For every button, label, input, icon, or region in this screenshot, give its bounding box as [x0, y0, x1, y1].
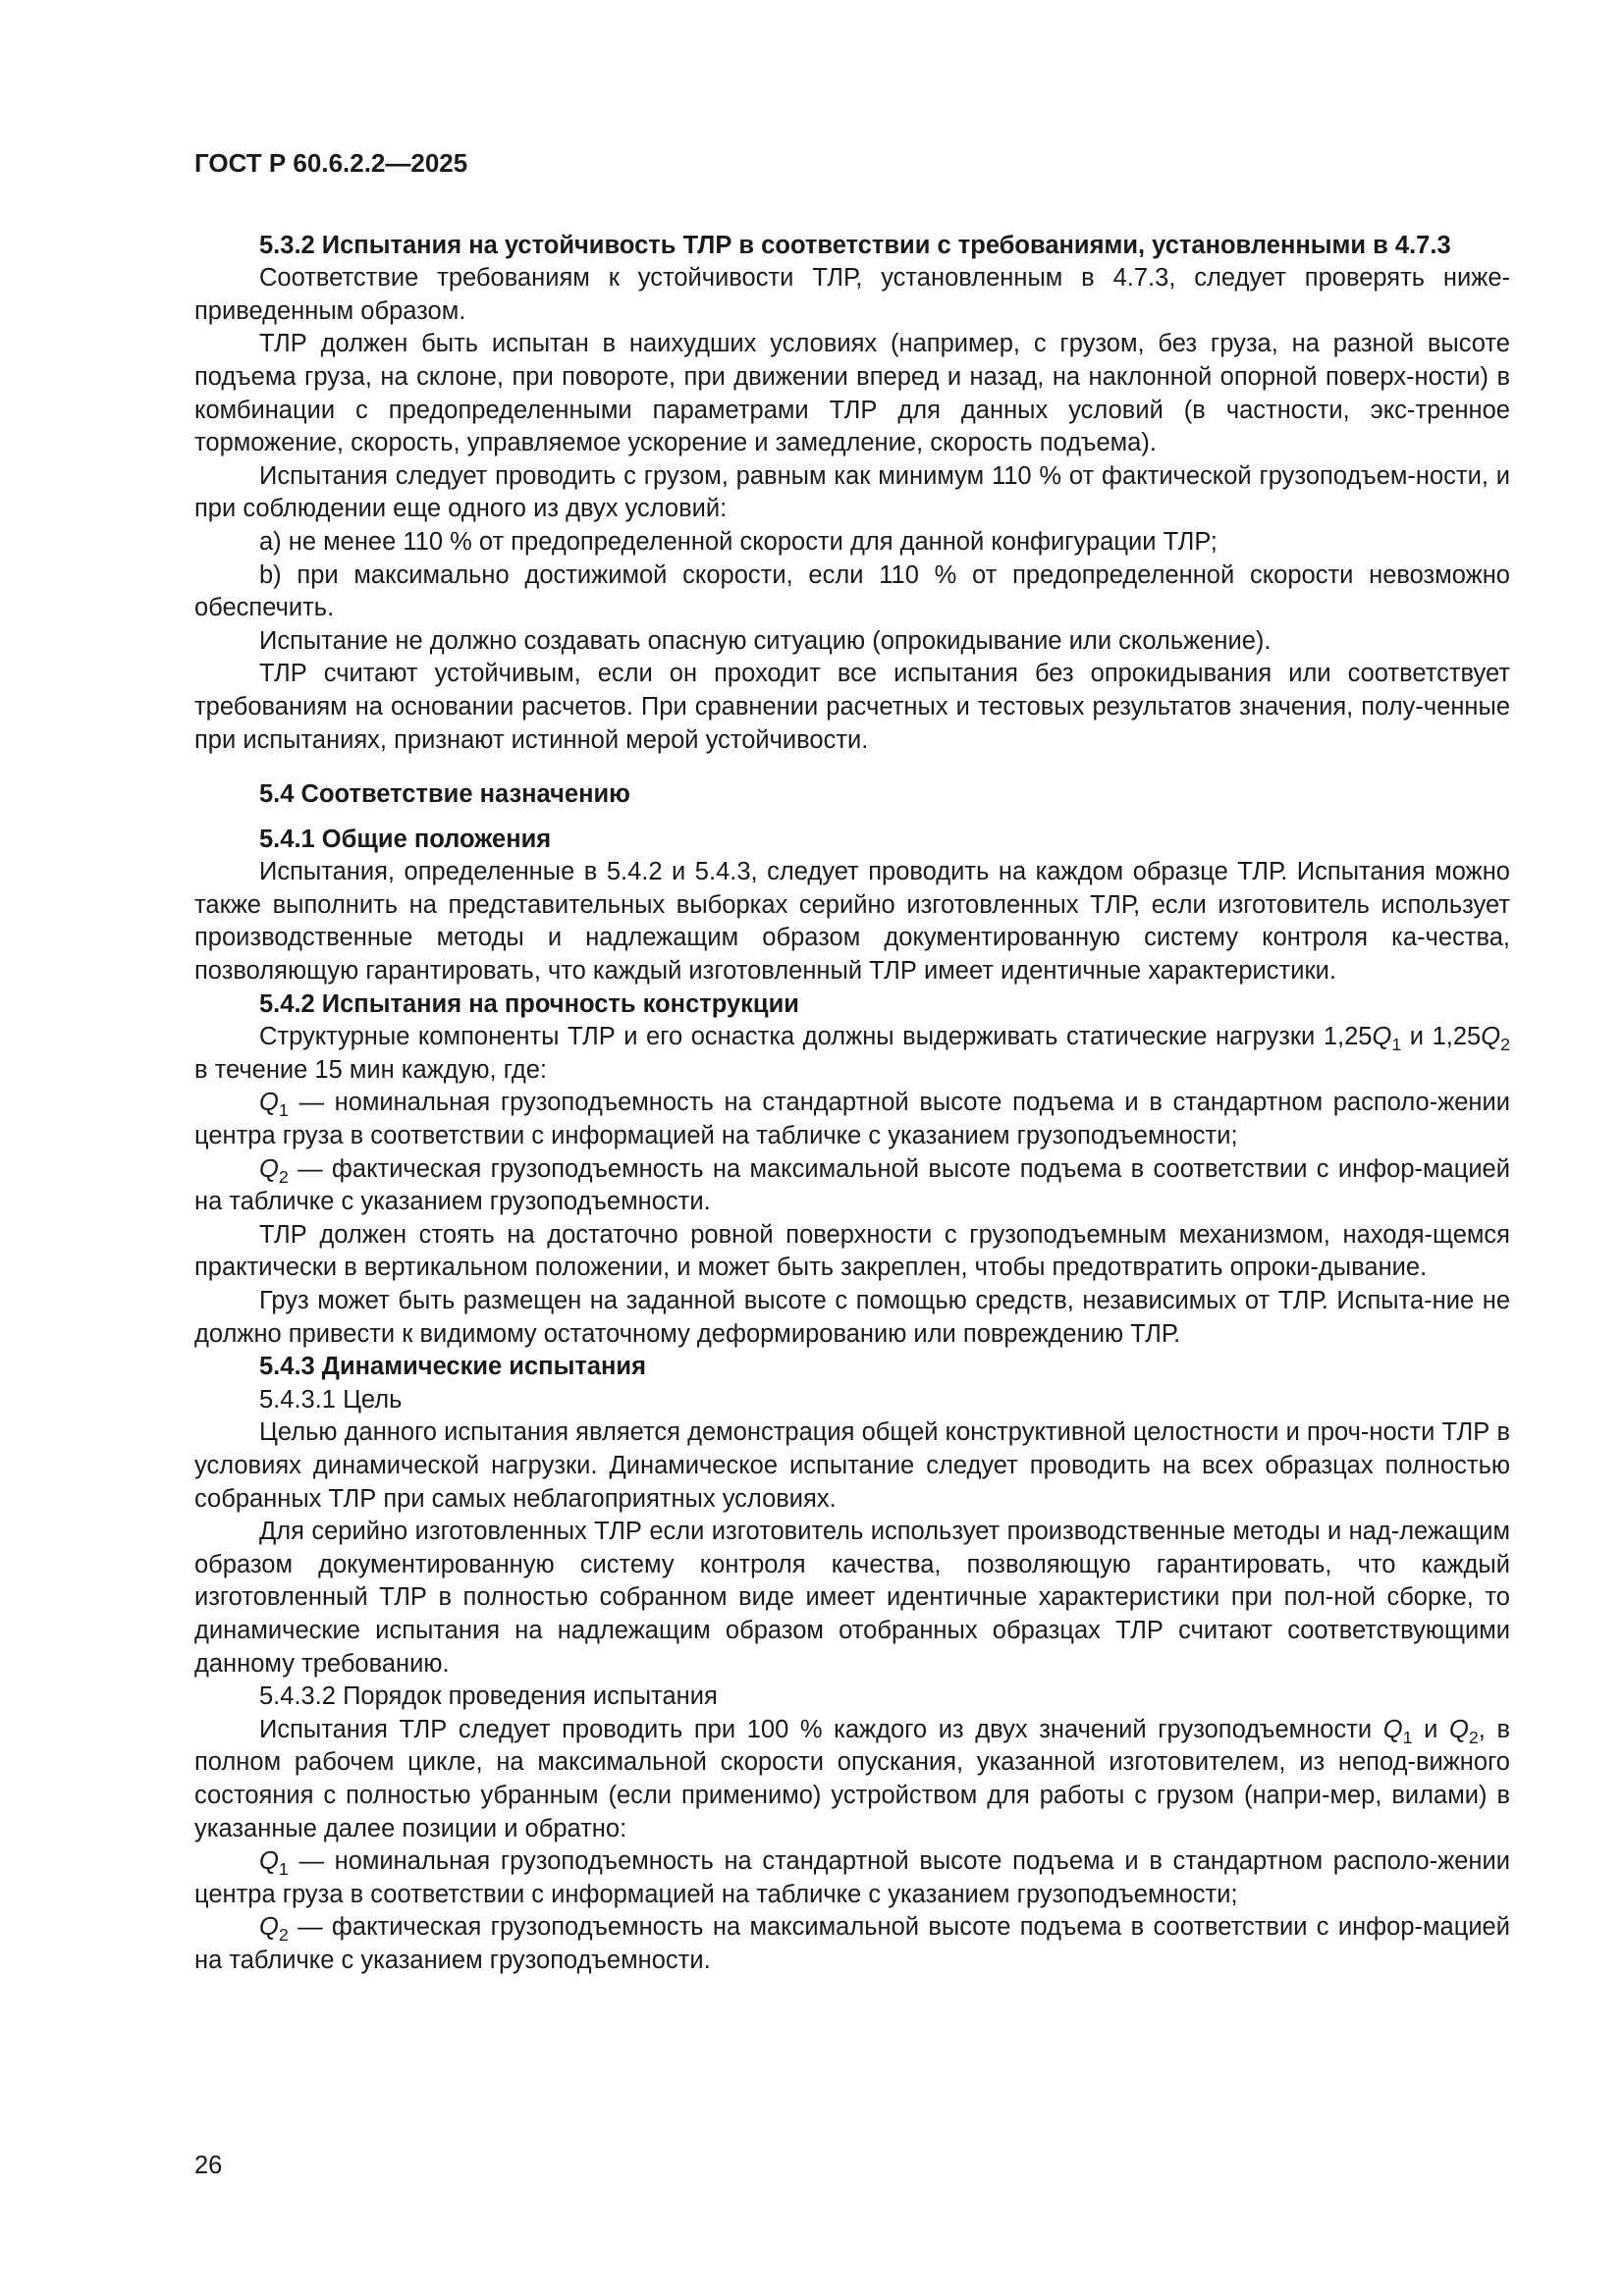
- paragraph: Целью данного испытания является демонстрация общей конструктивной целостности и проч-ности ТЛР в условиях динамической нагрузки. Динамическое испытание следует проводить на всех образцах полностью собранных ТЛР при самых неблагоприятных условиях.: [194, 1418, 1510, 1513]
- paragraph: ТЛР должен быть испытан в наихудших условиях (например, с грузом, без груза, на разной высоте подъема груза, на склоне, при повороте, при движении вперед и назад, на наклонной опорной поверх-ности) в комбинации с предопределенными параметрами ТЛР для данных условий (в частности, экс-тренное торможение, скорость, управляемое ускорение и замедление, скорость подъема).: [194, 330, 1510, 457]
- text-run: и 1,25: [1401, 1023, 1482, 1051]
- q1-definition: [194, 1845, 1510, 1911]
- paragraph: Испытание не должно создавать опасную ситуацию (опрокидывание или скольжение).: [259, 626, 1272, 655]
- text-run: в течение 15 мин каждую, где:: [194, 1055, 547, 1084]
- subscript: 2: [278, 1166, 289, 1187]
- paragraph-static-loads: [194, 1021, 1510, 1087]
- text-run: — номинальная грузоподъемность на стандартной высоте подъема и в стандартном располо-жении центра груза в соответствии с информацией на табличке с указанием грузоподъемности;: [194, 1089, 1510, 1150]
- q-symbol: Q: [259, 1089, 279, 1117]
- subsection-5-4-3-2-title: 5.4.3.2 Порядок проведения испытания: [259, 1682, 718, 1711]
- q-symbol: Q: [259, 1913, 279, 1942]
- subscript: 1: [1402, 1727, 1413, 1747]
- paragraph: ТЛР считают устойчивым, если он проходит все испытания без опрокидывания или соответствует требованиям на основании расчетов. При сравнении расчетных и тестовых результатов значения, полу-ченные при испытаниях, признают истинной мерой устойчивости.: [194, 660, 1510, 754]
- q-symbol: Q: [259, 1154, 279, 1183]
- page-number: 26: [194, 2152, 223, 2179]
- text-run: Испытания ТЛР следует проводить при 100 % каждого из двух значений грузоподъемности: [259, 1715, 1383, 1743]
- subscript: 1: [278, 1859, 289, 1880]
- subscript: 2: [1468, 1727, 1479, 1747]
- q-symbol: Q: [1448, 1715, 1469, 1743]
- subscript: 2: [1500, 1035, 1511, 1055]
- document-page: [194, 147, 1510, 1977]
- subscript: 1: [278, 1100, 289, 1121]
- list-item-a: a) не менее 110 % от предопределенной скорости для данной конфигурации ТЛР;: [259, 527, 1218, 556]
- paragraph-test-procedure: [194, 1714, 1510, 1845]
- paragraph: Соответствие требованиям к устойчивости ТЛР, установленным в 4.7.3, следует проверять ниже-приведенным образом.: [194, 264, 1510, 325]
- paragraph: Груз может быть размещен на заданной высоте с помощью средств, независимых от ТЛР. Испыта-ние не должно привести к видимому остаточному деформированию или повреждению ТЛР.: [194, 1287, 1510, 1348]
- paragraph: Испытания следует проводить с грузом, равным как минимум 110 % от фактической грузоподъем-ности, и при соблюдении еще одного из двух условий:: [194, 461, 1510, 523]
- subscript: 1: [1391, 1035, 1402, 1055]
- section-5-3-2-heading: 5.3.2 Испытания на устойчивость ТЛР в соответствии с требованиями, установленными в 4.7.3: [259, 231, 1451, 259]
- text-run: — фактическая грузоподъемность на максимальной высоте подъема в соответствии с инфор-мацией на табличке с указанием грузоподъемности.: [194, 1154, 1510, 1216]
- section-5-4-2-heading: 5.4.2 Испытания на прочность конструкции: [259, 989, 799, 1018]
- section-5-4-3-heading: 5.4.3 Динамические испытания: [259, 1353, 646, 1381]
- text-run: и: [1412, 1715, 1449, 1743]
- q-symbol: Q: [1481, 1023, 1501, 1051]
- q2-definition: [194, 1911, 1510, 1977]
- paragraph: Для серийно изготовленных ТЛР если изготовитель использует производственные методы и над-лежащим образом документированную систему контроля качества, позволяющую гарантировать, что каждый изготовленный ТЛР в полностью собранном виде имеет идентичные характеристики при пол-ной сборке, то динамические испытания на надлежащим образом отобранных образцах ТЛР считают соответствующими данному требованию.: [194, 1518, 1510, 1678]
- paragraph: ТЛР должен стоять на достаточно ровной поверхности с грузоподъемным механизмом, находя-щемся практически в вертикальном положении, и может быть закреплен, чтобы предотвратить опроки-дывание.: [194, 1220, 1510, 1282]
- text-run: , в полном рабочем цикле, на максимальной скорости опускания, указанной изготовителем, из непод-вижного состояния с полностью убранным (если применимо) устройством для работы с грузом (напри-мер, вилами) в указанные далее позиции и обратно:: [194, 1715, 1511, 1842]
- text-run: Структурные компоненты ТЛР и его оснастка должны выдерживать статические нагрузки 1,25: [259, 1023, 1373, 1051]
- subscript: 2: [278, 1925, 289, 1946]
- q-symbol: Q: [259, 1847, 279, 1876]
- q-symbol: Q: [1382, 1715, 1403, 1743]
- section-5-4-1-heading: 5.4.1 Общие положения: [259, 825, 552, 853]
- subsection-5-4-3-1-title: 5.4.3.1 Цель: [259, 1385, 403, 1414]
- document-code-header: ГОСТ Р 60.6.2.2—2025: [194, 148, 468, 178]
- list-item-b: b) при максимально достижимой скорости, если 110 % от предопределенной скорости невозможно обеспечить.: [194, 561, 1510, 622]
- q2-definition: [194, 1153, 1510, 1219]
- paragraph: Испытания, определенные в 5.4.2 и 5.4.3, следует проводить на каждом образце ТЛР. Испытания можно также выполнить на представительных выборках серийно изготовленных ТЛР, если изготовитель использует производственные методы и надлежащим образом документированную систему контроля ка-чества, позволяющую гарантировать, что каждый изготовленный ТЛР имеет идентичные характеристики.: [194, 858, 1510, 986]
- q1-definition: [194, 1087, 1510, 1152]
- text-run: — номинальная грузоподъемность на стандартной высоте подъема и в стандартном располо-жении центра груза в соответствии с информацией на табличке с указанием грузоподъемности;: [194, 1847, 1510, 1908]
- q-symbol: Q: [1372, 1023, 1392, 1051]
- section-5-4-heading: 5.4 Соответствие назначению: [259, 780, 630, 809]
- text-run: — фактическая грузоподъемность на максимальной высоте подъема в соответствии с инфор-мацией на табличке с указанием грузоподъемности.: [194, 1913, 1510, 1974]
